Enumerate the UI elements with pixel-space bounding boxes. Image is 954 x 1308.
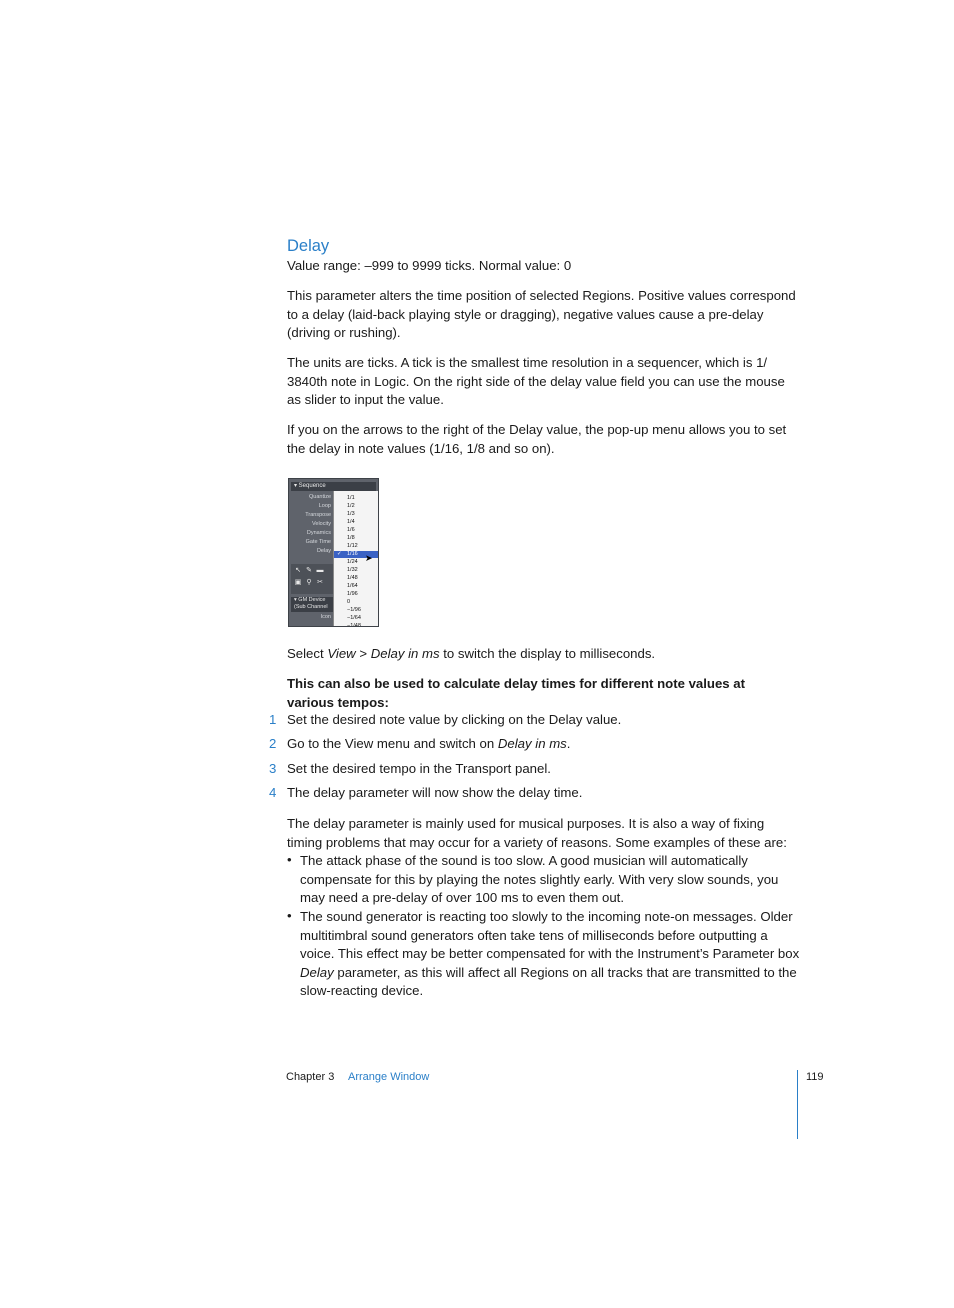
step-text: Set the desired note value by clicking on the Delay value. bbox=[287, 712, 622, 727]
text-fragment: to switch the display to milliseconds. bbox=[439, 646, 656, 661]
param-label: Dynamics bbox=[306, 530, 331, 536]
scissors-tool-icon: ✂ bbox=[317, 579, 323, 586]
param-label: Gate Time bbox=[305, 539, 331, 545]
param-name: Delay bbox=[300, 964, 334, 980]
footer-chapter-title[interactable]: Arrange Window bbox=[348, 1071, 430, 1083]
menu-item[interactable]: 1/48 bbox=[347, 575, 358, 581]
step-text: The delay parameter will now show the delay time. bbox=[287, 785, 583, 800]
tool-palette bbox=[291, 564, 333, 594]
step-number: 2 bbox=[269, 736, 277, 751]
param-label-delay: Delay bbox=[316, 548, 331, 554]
select-view-line bbox=[287, 645, 797, 664]
text-fragment: . bbox=[566, 736, 571, 751]
text-fragment: Select bbox=[287, 646, 328, 661]
menu-item[interactable]: 1/32 bbox=[347, 567, 358, 573]
param-label: Transpose bbox=[305, 512, 331, 518]
gm-device-title: ▾ GM Device bbox=[294, 597, 326, 603]
pointer-tool-icon: ↖ bbox=[295, 567, 301, 574]
step-number: 3 bbox=[269, 761, 277, 776]
menu-item[interactable]: 1/3 bbox=[347, 511, 355, 517]
param-label: Loop bbox=[318, 503, 331, 509]
pencil-tool-icon: ✎ bbox=[306, 567, 312, 574]
menu-item[interactable]: 1/2 bbox=[347, 503, 355, 509]
text-fragment: Go to the View menu and switch on bbox=[287, 736, 498, 751]
paragraph-2: The units are ticks. A tick is the smallest time resolution in a sequencer, which is 1/ 3840th note in Logic. On the right side of the delay value field you can use the mouse as slider to input the value. bbox=[287, 355, 785, 408]
menu-item[interactable]: 1/8 bbox=[347, 535, 355, 541]
paragraph-4: The delay parameter is mainly used for musical purposes. It is also a way of fixing timing problems that may occur for a variety of reasons. Some examples of these are: bbox=[287, 816, 787, 850]
sequence-parameter-screenshot bbox=[288, 478, 379, 627]
menu-item[interactable]: 1/12 bbox=[347, 543, 358, 549]
step-text: Set the desired tempo in the Transport panel. bbox=[287, 761, 551, 776]
text-fragment: parameter, as this will affect all Regions on all tracks that are transmitted to the slow-reacting device. bbox=[300, 964, 797, 999]
bold-intro-line: This can also be used to calculate delay times for different note values at bbox=[287, 676, 746, 691]
sequence-header: ▾ Sequence bbox=[291, 482, 376, 491]
menu-item[interactable]: −1/48 bbox=[347, 623, 361, 627]
step-number: 1 bbox=[269, 712, 277, 727]
bullet-mark: • bbox=[287, 852, 292, 867]
menu-item[interactable]: 1/64 bbox=[347, 583, 358, 589]
param-label: Quantize bbox=[308, 494, 331, 500]
step-text bbox=[287, 736, 570, 751]
bold-intro-line: various tempos: bbox=[287, 694, 389, 710]
checkmark-icon: ✓ bbox=[337, 551, 342, 557]
text-fragment: The sound generator is reacting too slowly to the incoming note-on messages. Older multitimbral sound generators often take tens of milliseconds before outputting a voice. This effect may be better compensated for with the Instrument’s Parameter box bbox=[300, 909, 800, 962]
menu-item[interactable]: 1/1 bbox=[347, 495, 355, 501]
section-heading: Delay bbox=[287, 237, 330, 255]
param-label: Velocity bbox=[312, 521, 331, 527]
menu-item-name: Delay in ms bbox=[370, 646, 440, 661]
menu-item[interactable]: 1/96 bbox=[347, 591, 358, 597]
text-tool-icon: ▣ bbox=[294, 579, 302, 586]
gm-device-subtitle: (Sub Channel bbox=[294, 604, 328, 610]
menu-item[interactable]: 1/4 bbox=[347, 519, 355, 525]
bullet-mark: • bbox=[287, 908, 292, 923]
eraser-tool-icon: ▬ bbox=[316, 567, 324, 574]
footer-chapter: Chapter 3 bbox=[286, 1071, 335, 1083]
menu-item[interactable]: 1/6 bbox=[347, 527, 355, 533]
magnify-tool-icon: ⚲ bbox=[306, 579, 312, 586]
mouse-cursor-icon: ➤ bbox=[365, 553, 373, 563]
menu-item-selected[interactable]: 1/16 bbox=[347, 551, 358, 557]
paragraph-3: If you on the arrows to the right of the Delay value, the pop-up menu allows you to set the delay in note values (1/16, 1/8 and so on). bbox=[287, 422, 787, 456]
bullet-item-1: The attack phase of the sound is too slow. A good musician will automatically compensate for this by playing the notes slightly early. With very slow sounds, you may need a pre-delay of over 100 ms to even them out. bbox=[300, 853, 779, 906]
page-number: 119 bbox=[806, 1071, 824, 1083]
step-number: 4 bbox=[269, 785, 277, 800]
menu-item[interactable]: 1/24 bbox=[347, 559, 358, 565]
gm-row-label: Icon bbox=[320, 614, 331, 620]
menu-item[interactable]: −1/96 bbox=[347, 607, 361, 613]
value-range: Value range: –999 to 9999 ticks. Normal value: 0 bbox=[287, 258, 572, 273]
gm-device-header bbox=[291, 597, 333, 612]
menu-name: View bbox=[327, 646, 356, 661]
menu-item[interactable]: 0 bbox=[347, 599, 351, 605]
menu-item-name: Delay in ms bbox=[497, 736, 567, 751]
text-fragment: > bbox=[355, 646, 371, 661]
paragraph-1: This parameter alters the time position of selected Regions. Positive values correspond to a delay (laid-back playing style or dragging), negative values cause a pre-delay (driving or rushing). bbox=[287, 288, 796, 341]
bullet-item-2 bbox=[300, 908, 800, 1001]
bold-intro bbox=[287, 675, 797, 712]
menu-item[interactable]: −1/64 bbox=[347, 615, 361, 621]
footer-divider bbox=[797, 1070, 798, 1139]
